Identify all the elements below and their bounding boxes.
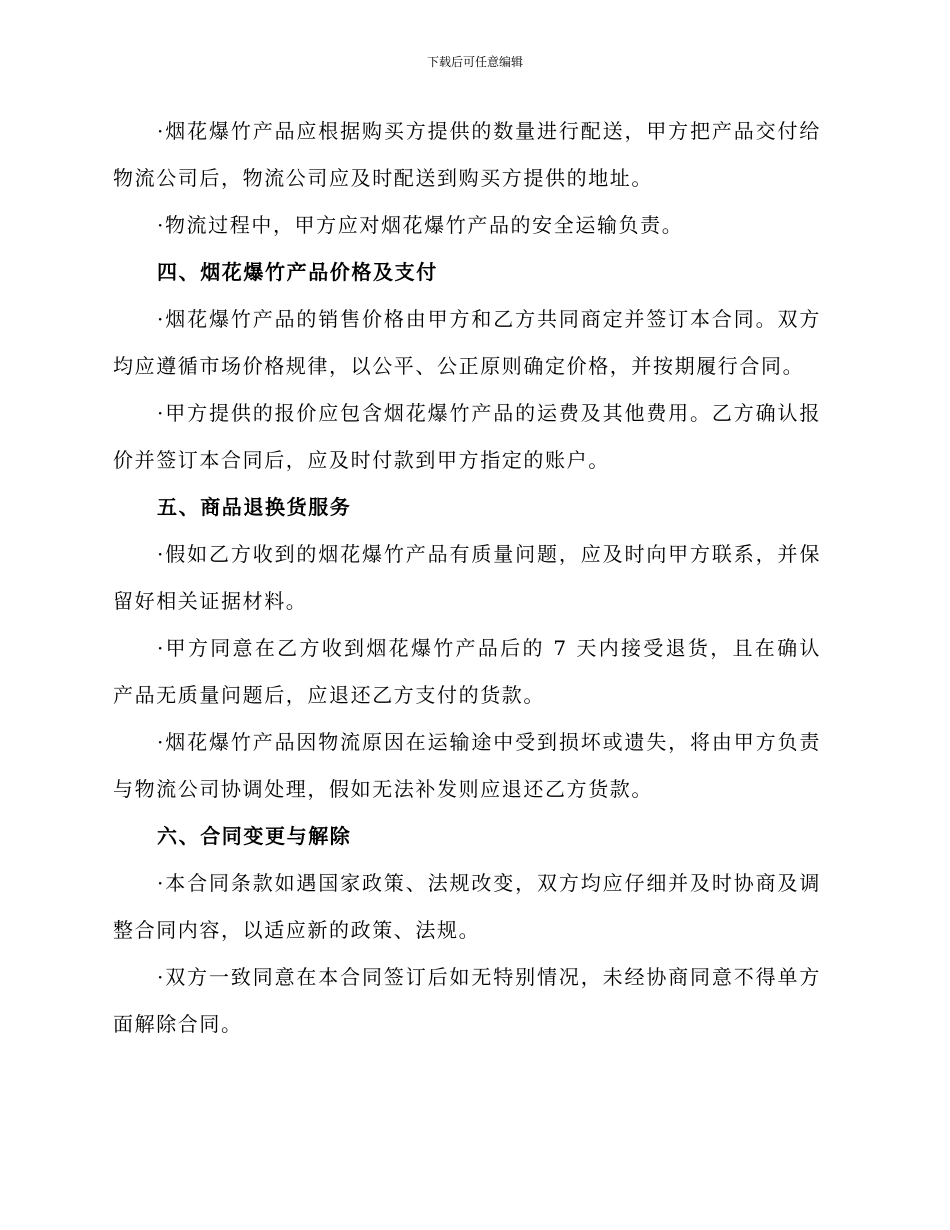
section-price-payment <box>113 249 821 484</box>
section-return-exchange <box>113 484 821 813</box>
paragraph: ·甲方提供的报价应包含烟花爆竹产品的运费及其他费用。乙方确认报价并签订本合同后，应及时付款到甲方指定的账户。 <box>113 401 821 472</box>
paragraph: ·甲方同意在乙方收到烟花爆竹产品后的 7 天内接受退货，且在确认产品无质量问题后，应退还乙方支付的货款。 <box>113 636 821 707</box>
section-delivery-continued <box>113 108 821 249</box>
paragraph: ·本合同条款如遇国家政策、法规改变，双方均应仔细并及时协商及调整合同内容，以适应新的政策、法规。 <box>113 871 821 942</box>
paragraph: ·烟花爆竹产品的销售价格由甲方和乙方共同商定并签订本合同。双方均应遵循市场价格规律，以公平、公正原则确定价格，并按期履行合同。 <box>113 307 821 378</box>
section-contract-change <box>113 813 821 1048</box>
section-heading: 六、合同变更与解除 <box>157 824 352 848</box>
section-heading: 四、烟花爆竹产品价格及支付 <box>157 260 438 284</box>
paragraph: ·烟花爆竹产品应根据购买方提供的数量进行配送，甲方把产品交付给物流公司后，物流公司应及时配送到购买方提供的地址。 <box>113 119 821 190</box>
paragraph: ·双方一致同意在本合同签订后如无特别情况，未经协商同意不得单方面解除合同。 <box>113 965 821 1036</box>
paragraph: ·假如乙方收到的烟花爆竹产品有质量问题，应及时向甲方联系，并保留好相关证据材料。 <box>113 542 821 613</box>
page-header: 下载后可任意编辑 <box>426 55 523 69</box>
section-heading: 五、商品退换货服务 <box>157 495 352 519</box>
document-body <box>113 108 821 1048</box>
paragraph: ·烟花爆竹产品因物流原因在运输途中受到损坏或遗失，将由甲方负责与物流公司协调处理，假如无法补发则应退还乙方货款。 <box>113 730 821 801</box>
paragraph: ·物流过程中，甲方应对烟花爆竹产品的安全运输负责。 <box>157 213 684 237</box>
